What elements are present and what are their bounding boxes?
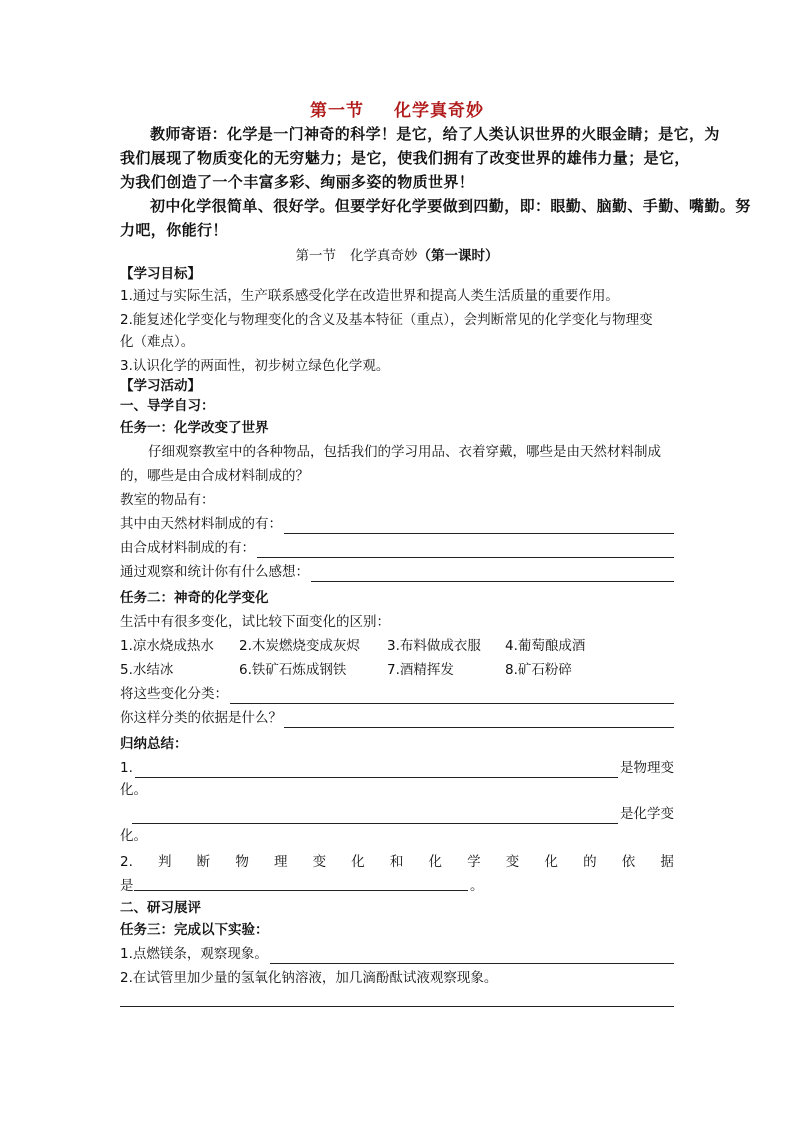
task2-text: 生活中有很多变化，试比较下面变化的区别： <box>120 614 390 630</box>
subtitle-period: （第一课时） <box>417 248 499 264</box>
synthetic-materials-label: 由合成材料制成的有： <box>120 540 255 556</box>
title-section-number: 第一节 <box>310 101 364 121</box>
question-char: 物 <box>235 854 249 870</box>
summary-number-1: 1. <box>120 760 133 776</box>
judgement-answer-blank[interactable] <box>134 890 468 891</box>
classify-field[interactable] <box>120 684 674 704</box>
task3-heading: 任务三：完成以下实验： <box>120 922 269 938</box>
intro-line-2: 我们展现了物质变化的无穷魅力；是它，使我们拥有了改变世界的雄伟力量；是它， <box>120 149 690 167</box>
natural-materials-blank[interactable] <box>284 518 674 534</box>
question-char: 2. <box>120 854 133 870</box>
summary-heading: 归纳总结： <box>120 736 188 752</box>
goal-item-2-cont: 化（难点）。 <box>120 334 195 350</box>
thoughts-blank[interactable] <box>311 566 674 582</box>
intro-line-1: 教师寄语：化学是一门神奇的科学！是它，给了人类认识世界的火眼金睛；是它，为 <box>150 125 720 143</box>
classroom-items-prompt: 教室的物品有： <box>120 492 215 508</box>
synthetic-materials-blank[interactable] <box>257 542 674 558</box>
goal-item-2: 2.能复述化学变化与物理变化的含义及基本特征（重点），会判断常见的化学变化与物理变 <box>120 312 653 328</box>
experiment1-label: 1.点燃镁条，观察现象。 <box>120 946 268 962</box>
section1-heading: 一、导学自习： <box>120 398 215 414</box>
page-title <box>0 96 794 121</box>
thoughts-label: 通过观察和统计你有什么感想： <box>120 564 309 580</box>
question-char: 的 <box>583 854 597 870</box>
question-char: 变 <box>505 854 520 870</box>
experiment2-label: 2.在试管里加少量的氢氧化钠溶液，加几滴酚酞试液观察现象。 <box>120 970 498 986</box>
question-char: 据 <box>660 854 674 870</box>
goal-item-1: 1.通过与实际生活，生产联系感受化学在改造世界和提高人类生活质量的重要作用。 <box>120 288 619 304</box>
question-char: 化 <box>544 854 558 870</box>
chemical-change-field[interactable] <box>120 804 674 824</box>
basis-field[interactable] <box>120 708 674 728</box>
chemical-change-tail: 化。 <box>120 828 147 844</box>
change-item: 6.铁矿石炼成钢铁 <box>239 662 347 678</box>
question-char: 和 <box>389 854 404 870</box>
question-char: 依 <box>621 854 636 870</box>
goals-heading: 【学习目标】 <box>120 266 201 282</box>
synthetic-materials-field[interactable] <box>120 538 674 558</box>
classify-blank[interactable] <box>230 688 674 704</box>
question-char: 变 <box>312 854 327 870</box>
experiment2-blank[interactable] <box>120 1006 674 1007</box>
basis-label: 你这样分类的依据是什么？ <box>120 710 282 726</box>
section2-heading: 二、研习展评 <box>120 900 201 916</box>
natural-materials-field[interactable] <box>120 514 674 534</box>
task2-heading: 任务二：神奇的化学变化 <box>120 590 269 606</box>
physical-change-blank[interactable] <box>135 762 618 778</box>
intro-line-4: 初中化学很简单、很好学。但要学好化学要做到四勤，即：眼勤、脑勤、手勤、嘴勤。努 <box>150 197 751 215</box>
question-char: 化 <box>428 854 443 870</box>
task1-text-2: 的，哪些是由合成材料制成的？ <box>120 468 309 484</box>
physical-change-label: 是物理变 <box>620 760 674 776</box>
experiment1-blank[interactable] <box>270 948 674 964</box>
natural-materials-label: 其中由天然材料制成的有： <box>120 516 282 532</box>
experiment1-field[interactable] <box>120 944 674 964</box>
title-section-name: 化学真奇妙 <box>394 101 484 121</box>
physical-change-field[interactable] <box>120 758 674 778</box>
chemical-change-blank[interactable] <box>132 808 618 824</box>
question-char: 判 <box>158 854 172 870</box>
goal-item-3: 3.认识化学的两面性，初步树立绿色化学观。 <box>120 358 390 374</box>
change-item: 8.矿石粉碎 <box>505 662 572 678</box>
change-item: 3.布料做成衣服 <box>387 638 481 654</box>
change-item: 1.凉水烧成热水 <box>120 638 214 654</box>
judgement-answer-start: 是 <box>120 878 134 894</box>
classify-label: 将这些变化分类： <box>120 686 228 702</box>
task1-heading: 任务一：化学改变了世界 <box>120 420 269 436</box>
chemical-change-label: 是化学变 <box>620 806 674 822</box>
task1-text-1: 仔细观察教室中的各种物品，包括我们的学习用品、衣着穿戴，哪些是由天然材料制成 <box>148 444 661 460</box>
subtitle-name: 化学真奇妙 <box>350 248 418 264</box>
change-item: 7.酒精挥发 <box>387 662 454 678</box>
question-char: 断 <box>196 854 211 870</box>
change-item: 5.水结冰 <box>120 662 174 678</box>
physical-change-tail: 化。 <box>120 782 147 798</box>
thoughts-field[interactable] <box>120 562 674 582</box>
change-item: 4.葡萄酿成酒 <box>505 638 586 654</box>
subtitle-section: 第一节 <box>295 248 336 264</box>
question-char: 理 <box>273 854 288 870</box>
basis-blank[interactable] <box>284 712 674 728</box>
change-item: 2.木炭燃烧变成灰烬 <box>239 638 360 654</box>
activities-heading: 【学习活动】 <box>120 378 201 394</box>
judgement-question <box>120 852 674 872</box>
judgement-answer-end: 。 <box>470 878 484 894</box>
intro-line-5: 力吧，你能行！ <box>120 221 228 239</box>
intro-line-3: 为我们创造了一个丰富多彩、绚丽多姿的物质世界！ <box>120 173 475 191</box>
question-char: 化 <box>351 854 365 870</box>
lesson-subtitle <box>0 244 794 264</box>
question-char: 学 <box>467 854 481 870</box>
